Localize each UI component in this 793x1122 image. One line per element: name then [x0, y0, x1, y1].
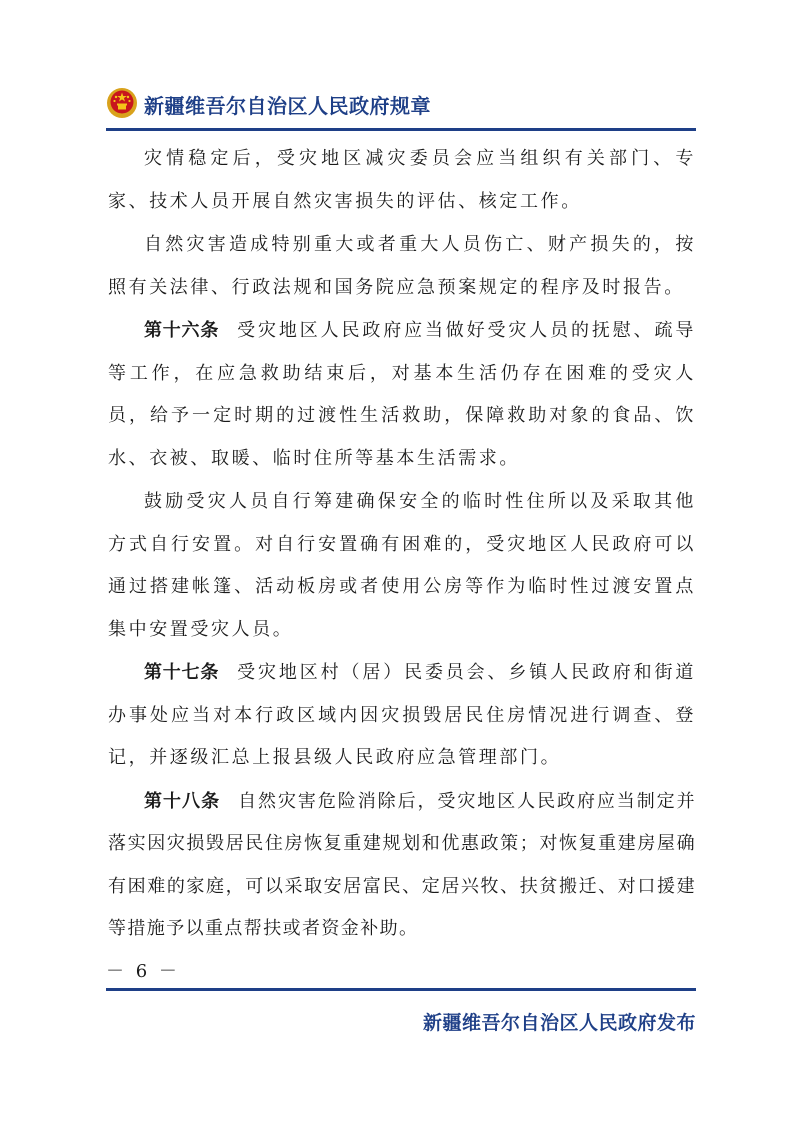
paragraph — [108, 781, 696, 951]
footer-publisher: 新疆维吾尔自治区人民政府发布 — [422, 1012, 696, 1034]
document-header — [106, 84, 696, 128]
header-title: 新疆维吾尔自治区人民政府规章 — [144, 94, 431, 118]
paragraph-text: 受灾地区村（居）民委员会、乡镇人民政府和街道办事处应当对本行政区域内因灾损毁居民住房情况进行调查、登记，并逐级汇总上报县级人民政府应急管理部门。 — [108, 662, 697, 768]
paragraph-text: 自然灾害造成特别重大或者重大人员伤亡、财产损失的，按照有关法律、行政法规和国务院应急预案规定的程序及时报告。 — [108, 234, 696, 298]
header-divider — [106, 128, 696, 131]
paragraph — [108, 310, 696, 480]
article-number: 第十八条 — [144, 790, 221, 812]
paragraph — [108, 481, 696, 651]
paragraph-text: 受灾地区人民政府应当做好受灾人员的抚慰、疏导等工作，在应急救助结束后，对基本生活仍存在困难的受灾人员，给予一定时期的过渡性生活救助，保障救助对象的食品、饮水、衣被、取暖、临时住所等基本生活需求。 — [108, 320, 697, 469]
paragraph-text: 灾情稳定后，受灾地区减灾委员会应当组织有关部门、专家、技术人员开展自然灾害损失的评估、核定工作。 — [108, 148, 696, 212]
article-number: 第十六条 — [144, 320, 220, 341]
page-number: － 6 － — [106, 961, 180, 982]
national-emblem-icon — [106, 87, 138, 119]
paragraph — [108, 224, 696, 309]
paragraph-text: 鼓励受灾人员自行筹建确保安全的临时性住所以及采取其他方式自行安置。对自行安置确有困难的，受灾地区人民政府可以通过搭建帐篷、活动板房或者使用公房等作为临时性过渡安置点集中安置受灾人员。 — [108, 491, 696, 640]
paragraph — [108, 138, 696, 223]
article-number: 第十七条 — [144, 662, 220, 683]
paragraph — [108, 652, 696, 780]
paragraph-text: 自然灾害危险消除后，受灾地区人民政府应当制定并落实因灾损毁居民住房恢复重建规划和优惠政策；对恢复重建房屋确有困难的家庭，可以采取安居富民、定居兴牧、扶贫搬迁、对口援建等措施予以重点帮扶或者资金补助。 — [108, 790, 696, 939]
footer-divider — [106, 988, 696, 991]
document-body — [108, 138, 696, 952]
